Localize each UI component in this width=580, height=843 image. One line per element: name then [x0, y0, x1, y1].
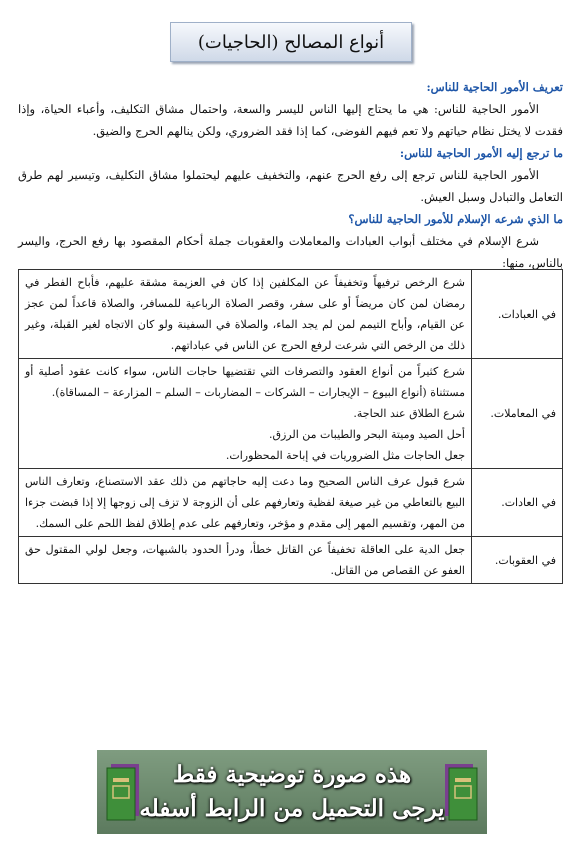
banner-line-2: يرجى التحميل من الرابط أسفله: [139, 795, 445, 822]
page-title-box: [170, 22, 412, 62]
return-heading: ما ترجع إليه الأمور الحاجية للناس:: [399, 146, 563, 160]
legislation-heading: ما الذي شرعه الإسلام للأمور الحاجية للناس؟: [348, 212, 563, 226]
table-row: [19, 469, 563, 537]
table-row: [19, 359, 563, 469]
row-label: في العقوبات.: [472, 537, 563, 584]
row-text: شرع قبول عرف الناس الصحيح وما دعت إليه حاجاتهم من ذلك عقد الاستصناع، وتعارف الناس البيع بالتعاطي من غير صيغة لفظية وتعارفهم على أن الزوجة لا تزف إلى زوجها إلا إذا قبضت جزءا من المهر، وتقسيم المهر إلى مقدم و مؤخر، وتعارفهم على عدم إطلاق لفظ اللحم على السمك.: [25, 475, 465, 530]
row-body: [19, 359, 472, 469]
definition-heading: تعريف الأمور الحاجية للناس:: [426, 80, 563, 94]
row-body: [19, 537, 472, 584]
rulings-table: [18, 269, 563, 584]
row-text: شرع الرخص ترفيهاً وتخفيفاً عن المكلفين إذا كان في العزيمة مشقة عليهم، فأباح الفطر في رمضان لمن كان مريضاً أو على سفر، وقصر الصلاة الرباعية للمسافر، والصلاة قاعداً لمن عجز عن القيام، وأباح التيمم لمن لم يجد الماء، والصلاة في السفينة ولو كان الاتجاه لغير القبلة، وغير ذلك من الرخص التي شرعت لرفع الحرج عن الناس في عباداتهم.: [25, 276, 465, 352]
return-text: الأمور الحاجية للناس ترجع إلى رفع الحرج عنهم، والتخفيف عليهم ليحتملوا مشاق التكليف، وتيسير لهم طرق التعامل والتبادل وسبل العيش.: [18, 168, 563, 204]
download-notice-banner[interactable]: [97, 750, 487, 834]
book-icon: [439, 760, 481, 822]
row-text: شرع الطلاق عند الحاجة.: [353, 407, 465, 420]
page-title: أنواع المصالح (الحاجيات): [197, 31, 385, 53]
banner-text: [139, 758, 444, 826]
table-row: [19, 270, 563, 359]
banner-line-1: هذه صورة توضيحية فقط: [172, 761, 412, 788]
row-label: في العبادات.: [472, 270, 563, 359]
row-text: شرع كثيراً من أنواع العقود والتصرفات التي تقتضيها حاجات الناس، سواء كانت عقود أصلية أو مستثناة (أنواع البيوع – الإيجارات – الشركات – المضاربات – السلم – المزارعة – المساقاة).: [25, 365, 465, 399]
row-text: جعل الحاجات مثل الضروريات في إباحة المحظورات.: [225, 449, 465, 462]
book-icon: [103, 760, 145, 822]
row-body: [19, 469, 472, 537]
table-row: [19, 537, 563, 584]
intro-content: [18, 76, 563, 274]
row-text: أحل الصيد وميتة البحر والطيبات من الرزق.: [268, 428, 465, 441]
row-body: [19, 270, 472, 359]
legislation-text: شرع الإسلام في مختلف أبواب العبادات والمعاملات والعقوبات جملة أحكام المقصود بها رفع الحرج، واليسر بالناس، منها:: [18, 234, 563, 270]
row-text: جعل الدية على العاقلة تخفيفاً عن القاتل خطأ، ودرأ الحدود بالشبهات، وجعل لولي المقتول حق العفو عن القصاص من القاتل.: [25, 543, 465, 577]
row-label: في المعاملات.: [472, 359, 563, 469]
row-label: في العادات.: [472, 469, 563, 537]
definition-text: الأمور الحاجية للناس: هي ما يحتاج إليها الناس لليسر والسعة، واحتمال مشاق التكليف، وأعباء الحياة، وإذا فقدت لا يختل نظام حياتهم ولا تعم فيهم الفوضى، كما إذا فقد الضروري، ولكن ينالهم الحرج والضيق.: [18, 102, 563, 138]
